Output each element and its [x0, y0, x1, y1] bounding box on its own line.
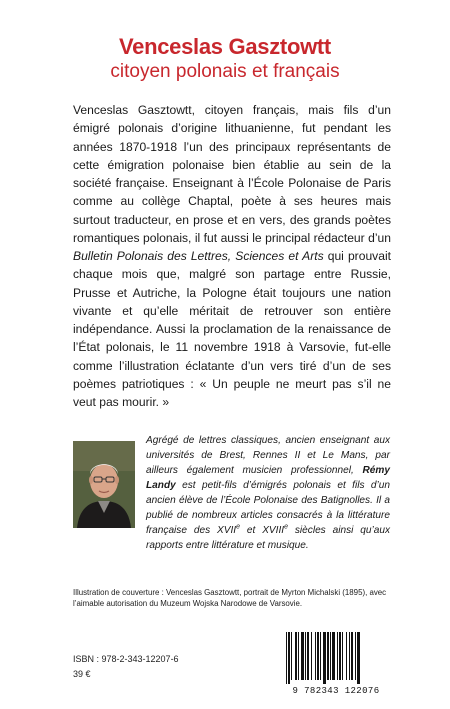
barcode-bar [315, 632, 316, 680]
isbn: ISBN : 978-2-343-12207-6 [73, 654, 179, 664]
barcode [282, 632, 390, 684]
barcode-bar [305, 632, 306, 680]
barcode-bar [355, 632, 356, 680]
barcode-bar [332, 632, 335, 680]
barcode-bar [330, 632, 331, 680]
book-subtitle: citoyen polonais et français [110, 61, 340, 82]
bio-part4: siècles ainsi qu’aux rapports entre littérature et musique. [146, 525, 391, 551]
bio-part1: Agrégé de lettres classiques, ancien enseignant aux universités de Brest, Rennes II et Le Mans, par ailleurs également musicien professionnel, [146, 435, 390, 476]
barcode-bar [351, 632, 353, 680]
barcode-bar [286, 632, 287, 684]
barcode-bar [317, 632, 319, 680]
barcode-bar [311, 632, 312, 680]
author-biography [146, 433, 390, 553]
barcode-bar [357, 632, 360, 684]
barcode-bar [301, 632, 304, 680]
bio-part3: et XVIII [240, 525, 285, 536]
barcode-bar [342, 632, 343, 680]
price: 39 € [73, 669, 91, 679]
author-name: Rémy Landy [146, 465, 390, 491]
cover-illustration-credit: Illustration de couverture : Venceslas Gasztowtt, portrait de Myrton Michalski (1895), avec l’aimable autorisation du Muzeum Wojska Narodowe de Varsovie. [73, 588, 387, 608]
book-title: Venceslas Gasztowtt [119, 34, 331, 59]
barcode-bar [339, 632, 341, 680]
author-photo [73, 441, 135, 528]
barcode-bar [337, 632, 338, 680]
barcode-bar [291, 632, 292, 680]
blurb-text-part2: qui prouvait chaque mois que, malgré son partage entre Russie, Prusse et Autriche, la Pologne était toujours une nation vivante et qu’elle méritait de retrouver son entière indépendance. Aussi la proclamation de la renaissance de l’État polonais, le 11 novembre 1918 à Varsovie, fut-elle comme l’illustration éclatante d’un vers tiré d’un de ses poèmes patriotiques : « Un peuple ne meurt pas s’il ne veut pas mourir. » [73, 249, 391, 409]
barcode-bar [288, 632, 290, 684]
barcode-bar [346, 632, 347, 680]
barcode-bar [349, 632, 350, 680]
author-bio-paragraph [146, 433, 390, 553]
barcode-bar [320, 632, 321, 680]
journal-title: Bulletin Polonais des Lettres, Sciences et Arts [73, 249, 324, 263]
barcode-bar [323, 632, 326, 684]
blurb-text-part1: Venceslas Gasztowtt, citoyen français, mais fils d’un émigré polonais d’origine lithuanienne, fut pendant les années 1870-1918 l’un des principaux représentants de cette émigration polonaise bien établie au sein de la société française. Enseignant à l’École Polonaise de Paris comme au collège Chaptal, poète à ses heures mais surtout traducteur, en prose et en vers, des grands poètes romantiques polonais, il fut aussi le principal rédacteur d’un [73, 103, 391, 245]
barcode-bar [298, 632, 299, 680]
barcode-digits: 9 782343 122076 [292, 686, 380, 696]
barcode-bar [307, 632, 309, 680]
bio-sup2: e [284, 523, 288, 531]
blurb-paragraph [73, 101, 391, 411]
bio-part2: est petit-fils d’émigrés polonais et fils d’un ancien élève de l’École Polonaise des Batignolles. Il a publié de nombreux articles consacrés à la littérature française des XVII [146, 480, 390, 536]
author-portrait-illustration [73, 441, 135, 528]
barcode-bars [282, 632, 390, 684]
back-cover-blurb [73, 101, 391, 411]
bio-sup1: e [236, 523, 240, 531]
barcode-bar [327, 632, 329, 680]
barcode-bar [295, 632, 297, 680]
